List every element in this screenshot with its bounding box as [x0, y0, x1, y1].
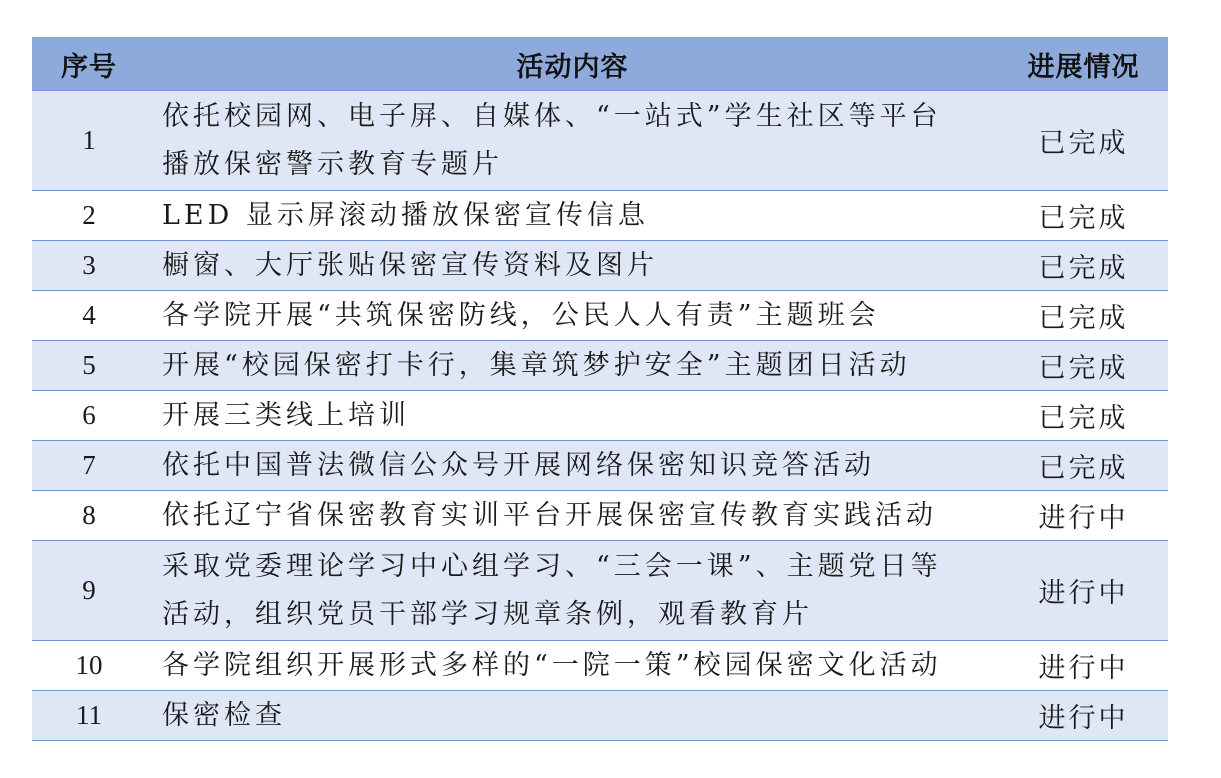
row-no: 5: [32, 341, 146, 391]
table-row: [32, 441, 1168, 491]
row-no: 6: [32, 391, 146, 441]
table-row: [32, 391, 1168, 441]
table-row: [32, 191, 1168, 241]
row-content: 保密检查: [146, 691, 999, 741]
row-status: 已完成: [999, 341, 1168, 391]
row-status: 进行中: [999, 491, 1168, 541]
header-no: 序号: [32, 38, 146, 91]
table-row: [32, 541, 1168, 641]
row-content: 各学院组织开展形式多样的“一院一策”校园保密文化活动: [146, 641, 999, 691]
table-row: [32, 641, 1168, 691]
row-content: LED 显示屏滚动播放保密宣传信息: [146, 191, 999, 241]
row-no: 4: [32, 291, 146, 341]
activity-table-container: [32, 37, 1168, 741]
row-content-line-1: 依托校园网、电子屏、自媒体、“一站式”学生社区等平台: [162, 100, 942, 132]
row-content: 开展“校园保密打卡行，集章筑梦护安全”主题团日活动: [146, 341, 999, 391]
table-row: [32, 241, 1168, 291]
row-no: 11: [32, 691, 146, 741]
row-content-line-2: 活动，组织党员干部学习规章条例，观看教育片: [162, 598, 813, 630]
header-content: 活动内容: [146, 38, 999, 91]
table-row: [32, 341, 1168, 391]
row-content: 开展三类线上培训: [146, 391, 999, 441]
row-content: [146, 541, 999, 641]
row-status: 已完成: [999, 391, 1168, 441]
header-status: 进展情况: [999, 38, 1168, 91]
table-row: [32, 691, 1168, 741]
row-content: 依托辽宁省保密教育实训平台开展保密宣传教育实践活动: [146, 491, 999, 541]
row-status: 进行中: [999, 641, 1168, 691]
row-content: 各学院开展“共筑保密防线，公民人人有责”主题班会: [146, 291, 999, 341]
row-status: 进行中: [999, 541, 1168, 641]
row-content-line-1: 采取党委理论学习中心组学习、“三会一课”、主题党日等: [162, 550, 942, 582]
table-row: [32, 491, 1168, 541]
row-no: 10: [32, 641, 146, 691]
row-content-line-2: 播放保密警示教育专题片: [162, 148, 503, 180]
row-no: 1: [32, 91, 146, 191]
row-no: 9: [32, 541, 146, 641]
table-row: [32, 91, 1168, 191]
row-no: 2: [32, 191, 146, 241]
row-content: 依托中国普法微信公众号开展网络保密知识竞答活动: [146, 441, 999, 491]
table-row: [32, 291, 1168, 341]
activity-table: [32, 37, 1168, 741]
row-status: 已完成: [999, 441, 1168, 491]
row-no: 8: [32, 491, 146, 541]
row-no: 3: [32, 241, 146, 291]
row-status: 已完成: [999, 91, 1168, 191]
row-status: 已完成: [999, 291, 1168, 341]
row-status: 已完成: [999, 191, 1168, 241]
row-content: 橱窗、大厅张贴保密宣传资料及图片: [146, 241, 999, 291]
row-no: 7: [32, 441, 146, 491]
row-status: 进行中: [999, 691, 1168, 741]
table-header-row: [32, 38, 1168, 91]
row-content: [146, 91, 999, 191]
row-status: 已完成: [999, 241, 1168, 291]
